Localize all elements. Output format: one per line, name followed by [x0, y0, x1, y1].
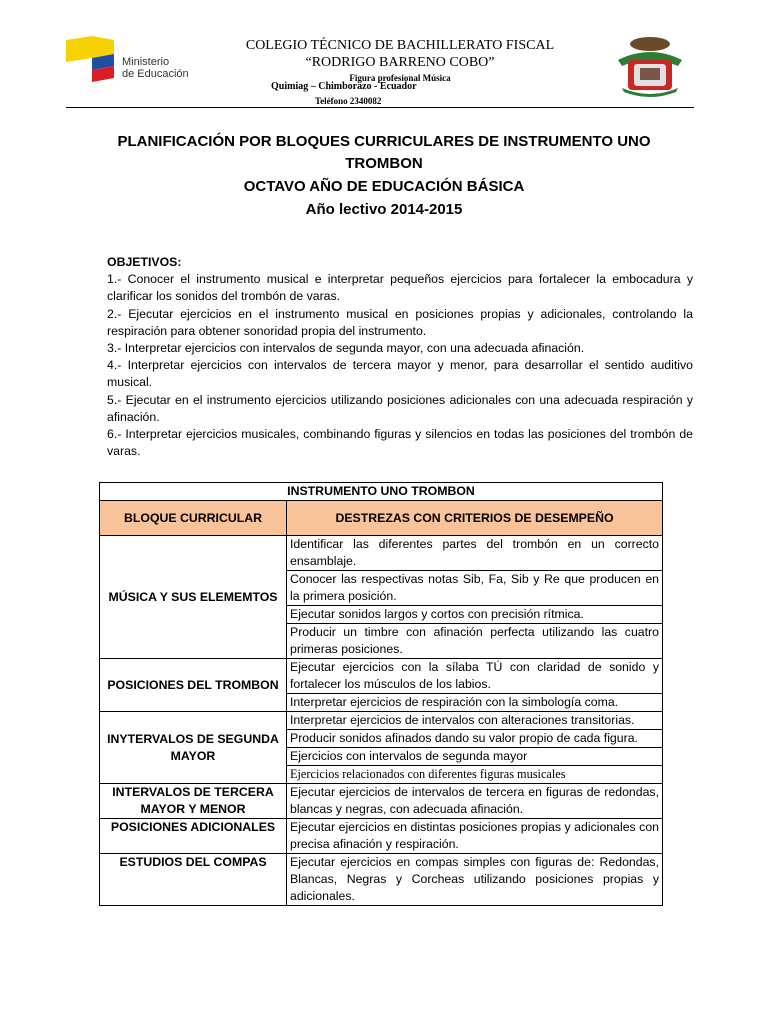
objectives-label: OBJETIVOS: — [107, 255, 182, 269]
block-name: MÚSICA Y SUS ELEMEMTOS — [100, 536, 287, 659]
curriculum-table — [99, 482, 663, 906]
skill-cell: Ejecutar ejercicios con la sílaba TÚ con claridad de sonido y fortalecer los músculos de los labios. — [287, 659, 663, 694]
school-crest-icon — [612, 30, 688, 100]
skill-cell: Producir un timbre con afinación perfecta utilizando las cuatro primeras posiciones. — [287, 624, 663, 659]
block-name: INTERVALOS DE TERCERA MAYOR Y MENOR — [100, 784, 287, 819]
title-line1: PLANIFICACIÓN POR BLOQUES CURRICULARES DE INSTRUMENTO UNO — [117, 133, 651, 150]
skill-cell: Interpretar ejercicios de intervalos con alteraciones transitorias. — [287, 712, 663, 730]
header-divider — [66, 107, 694, 108]
ministry-name-line1: Ministerio — [122, 56, 170, 68]
column-header-skills: DESTREZAS CON CRITERIOS DE DESEMPEÑO — [287, 501, 663, 536]
skill-cell: Producir sonidos afinados dando su valor propio de cada figura. — [287, 730, 663, 748]
table-row — [100, 854, 663, 906]
objective-item: 6.- Interpretar ejercicios musicales, combinando figuras y silencios en todas las posiciones del trombón de varas. — [107, 427, 693, 459]
skill-cell: Ejercicios relacionados con diferentes figuras musicales — [287, 766, 663, 784]
ecuador-flag-logo-icon — [66, 36, 118, 82]
title-line2: TROMBON — [345, 155, 423, 172]
table-row — [100, 536, 663, 571]
skill-cell: Ejecutar ejercicios en compas simples con figuras de: Redondas, Blancas, Negras y Corcheas utilizando posiciones propias y adicionales. — [287, 854, 663, 906]
objective-item: 3.- Interpretar ejercicios con intervalos de segunda mayor, con una adecuada afinación. — [107, 341, 585, 356]
school-profile: Figura profesional Música — [349, 73, 451, 83]
table-row — [100, 784, 663, 819]
table-caption: INSTRUMENTO UNO TROMBON — [100, 483, 663, 501]
objective-item: 5.- Ejecutar en el instrumento ejercicios utilizando posiciones adicionales con una adecuada respiración y afinación. — [107, 392, 693, 424]
block-name: POSICIONES DEL TROMBON — [100, 659, 287, 712]
skill-cell: Ejercicios con intervalos de segunda mayor — [287, 748, 663, 766]
objective-item: 2.- Ejecutar ejercicios en el instrumento musical en posiciones propias y adicionales, controlando la respiración para obtener sonoridad propia del instrumento. — [107, 306, 693, 338]
skill-cell: Identificar las diferentes partes del trombón en un correcto ensamblaje. — [287, 536, 663, 571]
table-row — [100, 712, 663, 730]
block-name: POSICIONES ADICIONALES — [100, 819, 287, 854]
school-name-line1: COLEGIO TÉCNICO DE BACHILLERATO FISCAL — [245, 38, 555, 53]
objective-item: 1.- Conocer el instrumento musical e interpretar pequeños ejercicios para fortalecer la embocadura y clarificar los sonidos del trombón de varas. — [107, 272, 693, 304]
column-header-block: BLOQUE CURRICULAR — [100, 501, 287, 536]
table-row — [100, 659, 663, 694]
block-name: INYTERVALOS DE SEGUNDA MAYOR — [100, 712, 287, 784]
ministry-name-line2: de Educación — [122, 68, 189, 80]
title-line4: Año lectivo 2014-2015 — [305, 201, 463, 218]
objectives-section — [107, 254, 693, 460]
ministry-logo — [66, 36, 196, 86]
skill-cell: Ejecutar ejercicios de intervalos de tercera en figuras de redondas, blancas y negras, con adecuada afinación. — [287, 784, 663, 819]
skill-cell: Conocer las respectivas notas Sib, Fa, Sib y Re que producen en la primera posición. — [287, 571, 663, 606]
skill-cell: Ejecutar sonidos largos y cortos con precisión rítmica. — [287, 606, 663, 624]
skill-cell: Ejecutar ejercicios en distintas posiciones propias y adicionales con precisa afinación y respiración. — [287, 819, 663, 854]
skill-cell: Interpretar ejercicios de respiración con la simbología coma. — [287, 694, 663, 712]
title-line3: OCTAVO AÑO DE EDUCACIÓN BÁSICA — [243, 178, 525, 195]
table-row — [100, 819, 663, 854]
school-name-line2: “RODRIGO BARRENO COBO” — [305, 55, 495, 70]
block-name: ESTUDIOS DEL COMPAS — [100, 854, 287, 906]
school-address: Quimiag – Chimborazo - Ecuador — [271, 81, 417, 92]
objective-item: 4.- Interpretar ejercicios con intervalos de tercera mayor y menor, para desarrollar el sentido auditivo musical. — [107, 358, 693, 390]
school-phone: Teléfono 2340082 — [315, 96, 382, 106]
